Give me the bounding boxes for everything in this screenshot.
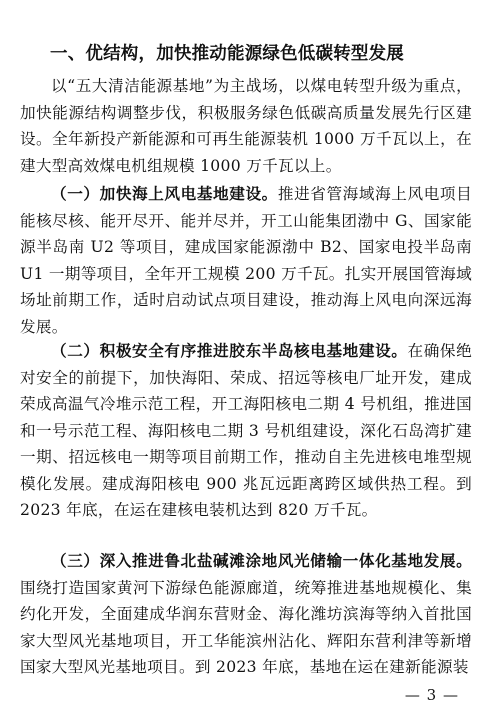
paragraph-intro	[20, 73, 472, 179]
paragraph-text: 围绕打造国家黄河下游绿色能源廊道，统筹推进基地规模化、集约化开发，全面建成华润东营财金、海化潍坊滨海等纳入首批国家大型风光基地项目，开工华能滨州沾化、辉阳东营利津等新增国家大型风光基地项目。到 2023 年底，基地在运在建新能源装	[20, 578, 472, 676]
paragraph-lead: （一）加快海上风电基地建设。	[51, 185, 278, 203]
paragraph-lead: （三）深入推进鲁北盐碱滩涂地风光储输一体化基地发展。	[51, 552, 472, 570]
paragraph-text: 以“五大清洁能源基地”为主战场，以煤电转型升级为重点，加快能源结构调整步伐，积极服务绿色低碳高质量发展先行区建设。全年新投产新能源和可再生能源装机 1000 万千瓦以上，在建大型高效煤电机组规模 1000 万千瓦以上。	[20, 77, 472, 175]
paragraph-text: 在确保绝对安全的前提下，加快海阳、荣成、招远等核电厂址开发，建成荣成高温气冷堆示范工程，开工海阳核电二期 4 号机组，推进国和一号示范工程、海阳核电二期 3 号机组建设，深化石岛湾扩建一期、招远核电一期等项目前期工作，推动自主先进核电堆型规模化发展。建成海阳核电 900 兆瓦远距离跨区域供热工程。到 2023 年底，在运在建核电装机达到 820 万千瓦。	[20, 342, 472, 519]
paragraph-saline-base	[20, 548, 472, 681]
paragraph-text: 推进省管海域海上风电项目能核尽核、能开尽开、能并尽并，开工山能集团渤中 G、国家能源半岛南 U2 等项目，建成国家能源渤中 B2、国家电投半岛南 U1 一期等项目，全年开工规模 200 万千瓦。扎实开展国管海域场址前期工作，适时启动试点项目建设，推动海上风电向深远海发展。	[20, 185, 472, 336]
paragraph-lead: （二）积极安全有序推进胶东半岛核电基地建设。	[51, 342, 408, 360]
page-number: — 3 —	[404, 686, 459, 704]
section-heading: 一、优结构，加快推动能源绿色低碳转型发展	[50, 44, 404, 64]
paragraph-nuclear	[20, 338, 472, 524]
paragraph-offshore-wind	[20, 181, 472, 340]
